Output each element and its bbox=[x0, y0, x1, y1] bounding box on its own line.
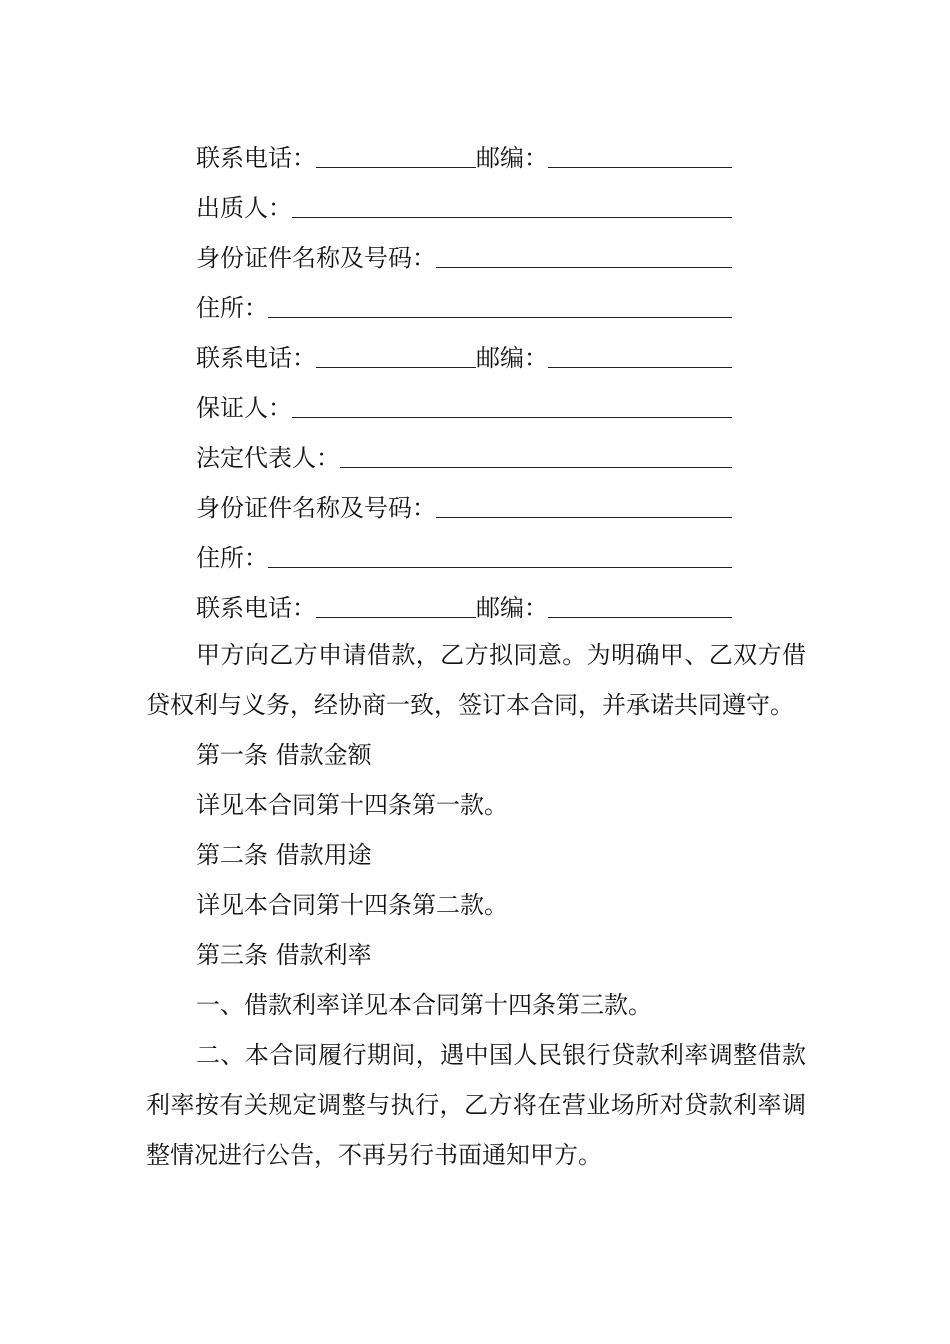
article-3-clause-2: 二、本合同履行期间，遇中国人民银行贷款利率调整借款利率按有关规定调整与执行，乙方将在营业场所对贷款利率调整情况进行公告，不再另行书面通知甲方。 bbox=[146, 1041, 806, 1169]
phone-blank[interactable] bbox=[316, 142, 476, 168]
intro-paragraph: 甲方向乙方申请借款，乙方拟同意。为明确甲、乙双方借贷权利与义务，经协商一致，签订本合同，并承诺共同遵守。 bbox=[146, 641, 806, 719]
field-label: 出质人： bbox=[196, 193, 292, 222]
pledgor-line bbox=[146, 180, 732, 230]
postcode-blank[interactable] bbox=[548, 342, 732, 368]
id-document-line bbox=[146, 480, 732, 530]
article-3-heading: 第三条 借款利率 bbox=[196, 941, 372, 969]
article-3-clause-1: 一、借款利率详见本合同第十四条第三款。 bbox=[196, 991, 652, 1019]
id-document-line bbox=[146, 230, 732, 280]
field-label: 邮编： bbox=[476, 593, 548, 622]
address-blank[interactable] bbox=[268, 292, 732, 318]
id-document-blank[interactable] bbox=[436, 492, 732, 518]
contact-phone-postcode-line bbox=[146, 330, 732, 380]
field-label: 身份证件名称及号码： bbox=[196, 243, 436, 272]
id-document-blank[interactable] bbox=[436, 242, 732, 268]
field-label: 住所： bbox=[196, 293, 268, 322]
contact-phone-postcode-line bbox=[146, 130, 732, 180]
address-blank[interactable] bbox=[268, 542, 732, 568]
phone-blank[interactable] bbox=[316, 342, 476, 368]
legal-representative-blank[interactable] bbox=[340, 442, 732, 468]
article-2-heading: 第二条 借款用途 bbox=[196, 841, 372, 869]
field-label: 邮编： bbox=[476, 343, 548, 372]
field-label: 保证人： bbox=[196, 393, 292, 422]
guarantor-line bbox=[146, 380, 732, 430]
phone-blank[interactable] bbox=[316, 592, 476, 618]
field-label: 联系电话： bbox=[196, 593, 316, 622]
guarantor-blank[interactable] bbox=[292, 392, 732, 418]
postcode-blank[interactable] bbox=[548, 142, 732, 168]
field-label: 身份证件名称及号码： bbox=[196, 493, 436, 522]
pledgor-blank[interactable] bbox=[292, 192, 732, 218]
address-line bbox=[146, 530, 732, 580]
field-label: 法定代表人： bbox=[196, 443, 340, 472]
contact-phone-postcode-line bbox=[146, 580, 732, 630]
postcode-blank[interactable] bbox=[548, 592, 732, 618]
article-2-text: 详见本合同第十四条第二款。 bbox=[196, 891, 508, 919]
field-label: 邮编： bbox=[476, 143, 548, 172]
field-label: 联系电话： bbox=[196, 343, 316, 372]
article-1-text: 详见本合同第十四条第一款。 bbox=[196, 791, 508, 819]
address-line bbox=[146, 280, 732, 330]
legal-representative-line bbox=[146, 430, 732, 480]
article-1-heading: 第一条 借款金额 bbox=[196, 741, 372, 769]
field-label: 住所： bbox=[196, 543, 268, 572]
field-label: 联系电话： bbox=[196, 143, 316, 172]
